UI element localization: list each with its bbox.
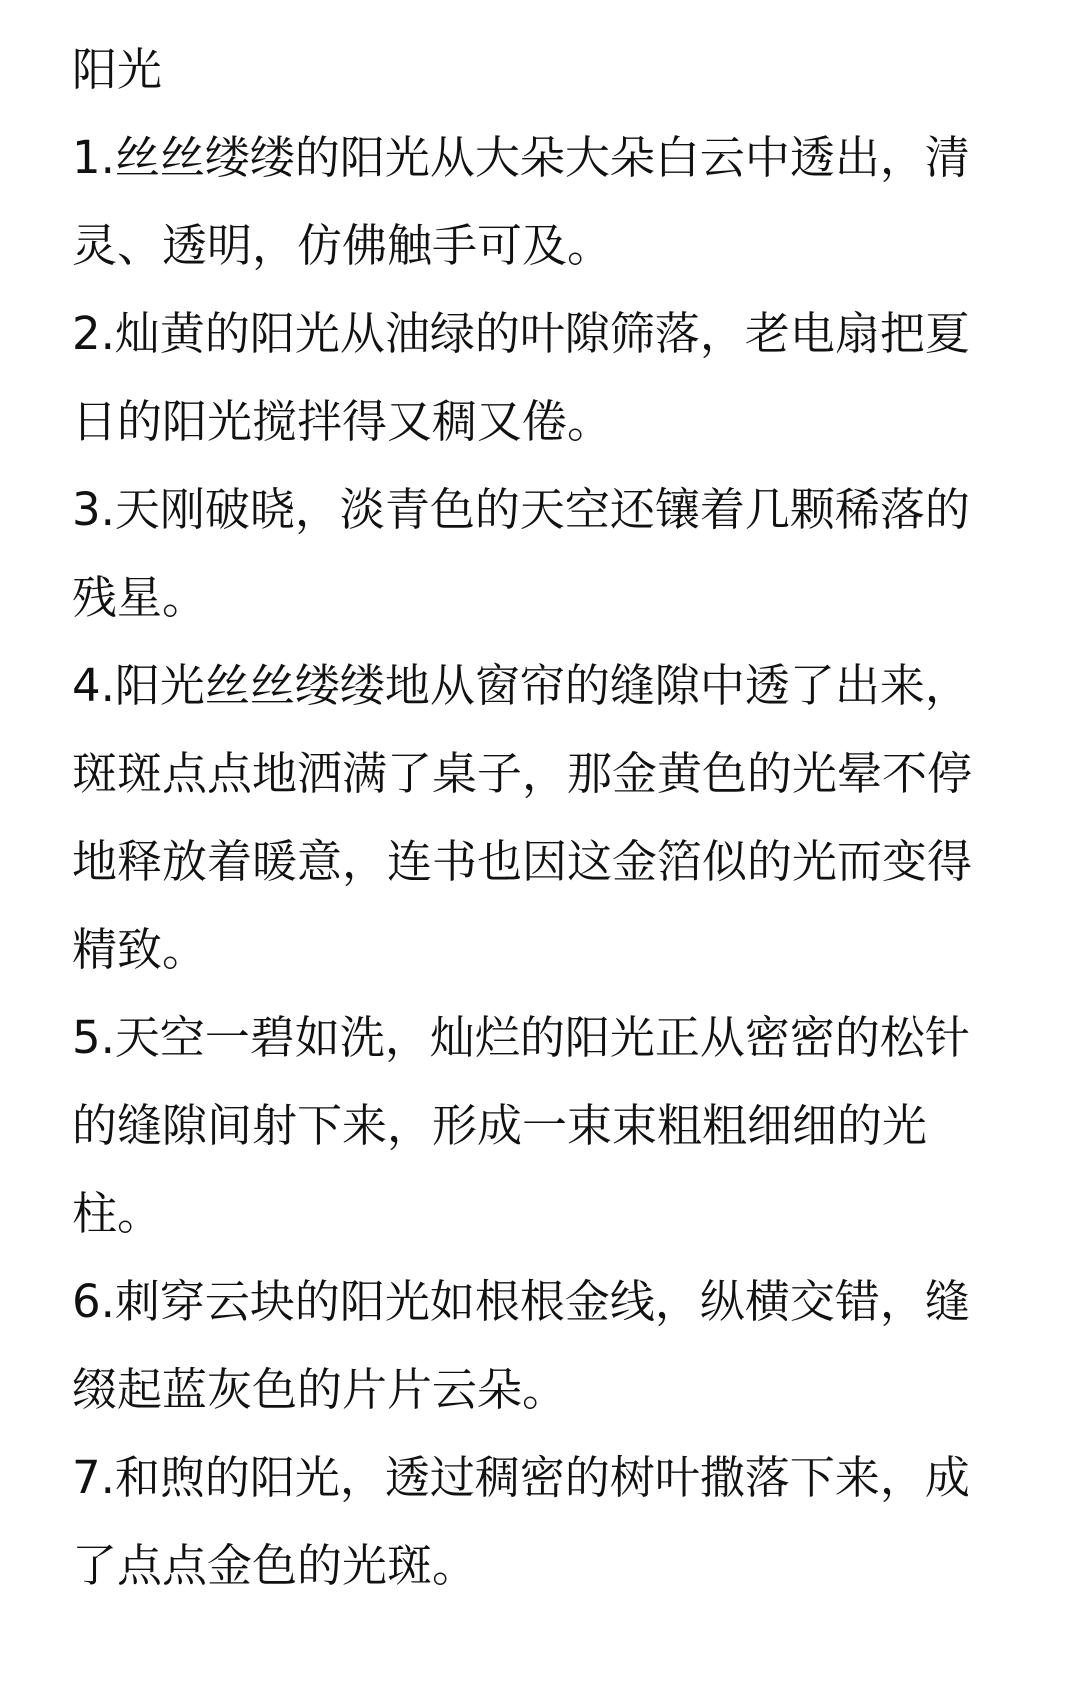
list-item: 3.天刚破晓，淡青色的天空还镶着几颗稀落的残星。: [72, 483, 970, 624]
list-item: 7.和煦的阳光，透过稠密的树叶撒落下来，成了点点金色的光斑。: [72, 1451, 970, 1592]
document-body: [72, 26, 1032, 1610]
list-item: 4.阳光丝丝缕缕地从窗帘的缝隙中透了出来，斑斑点点地洒满了桌子，那金黄色的光晕不停地释放着暖意，连书也因这金箔似的光而变得精致。: [72, 659, 973, 976]
list-item: 1.丝丝缕缕的阳光从大朵大朵白云中透出，清灵、透明，仿佛触手可及。: [72, 131, 970, 272]
document-title: 阳光: [72, 43, 163, 96]
list-item: 2.灿黄的阳光从油绿的叶隙筛落，老电扇把夏日的阳光搅拌得又稠又倦。: [72, 307, 970, 448]
list-item: 5.天空一碧如洗，灿烂的阳光正从密密的松针的缝隙间射下来，形成一束束粗粗细细的光柱。: [72, 1011, 970, 1240]
list-item: 6.刺穿云块的阳光如根根金线，纵横交错，缝缀起蓝灰色的片片云朵。: [72, 1275, 970, 1416]
